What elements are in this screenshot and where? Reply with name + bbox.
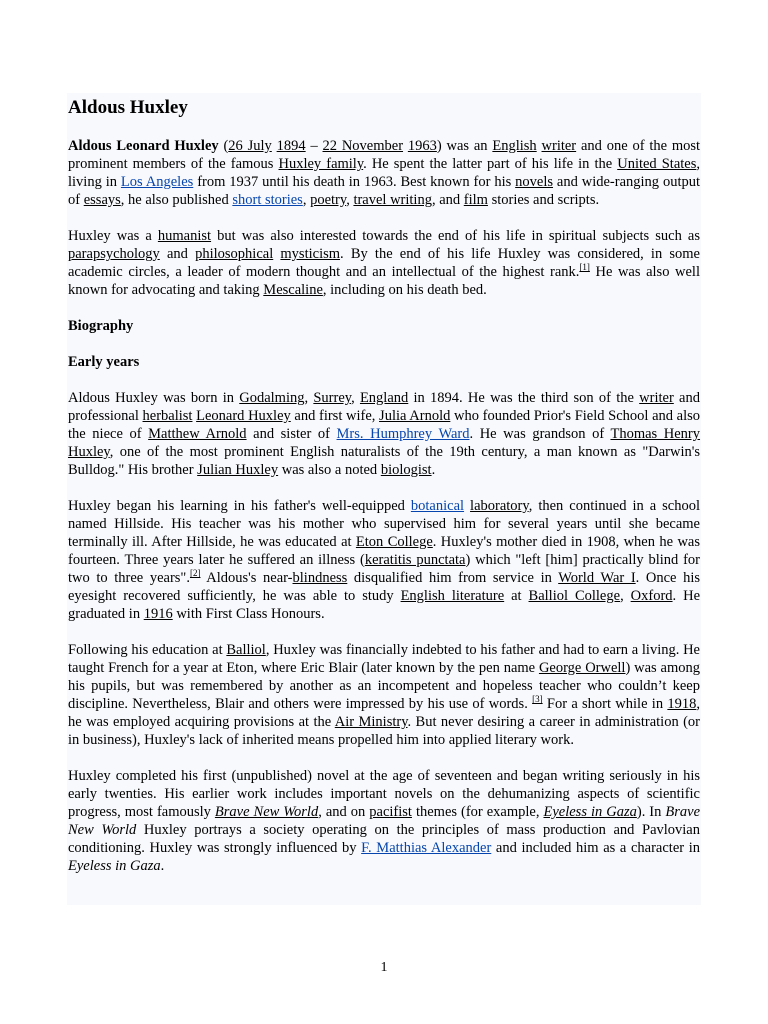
link-novels[interactable]: novels bbox=[515, 174, 554, 190]
text-run: ). In bbox=[636, 804, 666, 820]
text-run: , bbox=[304, 390, 314, 406]
link-1918[interactable]: 1918 bbox=[667, 696, 697, 712]
link-1916[interactable]: 1916 bbox=[143, 606, 173, 622]
career-paragraph bbox=[68, 641, 700, 749]
link-mysticism[interactable]: mysticism bbox=[280, 246, 341, 262]
novels-paragraph bbox=[68, 767, 700, 875]
link-parapsychology[interactable]: parapsychology bbox=[68, 246, 160, 262]
link-blindness[interactable]: blindness bbox=[292, 570, 348, 586]
link-death-date[interactable]: 22 November bbox=[322, 138, 404, 154]
text-run: , bbox=[302, 192, 311, 208]
link-essays[interactable]: essays bbox=[83, 192, 121, 208]
text-run: Huxley began his learning in his father's well-equipped bbox=[68, 498, 411, 514]
text-run: , then continued in a school named Hillside. His teacher was his mother who supervised him for several years until she became terminally ill. After Hillside, he was educated at bbox=[68, 498, 701, 550]
link-julia-arnold[interactable]: Julia Arnold bbox=[379, 408, 451, 424]
text-run: disqualified him from service in bbox=[347, 570, 559, 586]
link-pacifist[interactable]: pacifist bbox=[369, 804, 412, 820]
link-film[interactable]: film bbox=[463, 192, 488, 208]
text-run: , one of the most prominent English naturalists of the 19th century, a man known as "Darwin's Bulldog." His brother bbox=[68, 444, 700, 478]
text-run: For a short while in bbox=[542, 696, 668, 712]
link-botanical[interactable]: botanical bbox=[410, 498, 465, 514]
text-run: . But never desiring a career in administration (or in business), Huxley's lack of inherited means propelled him into applied literary work. bbox=[68, 714, 701, 748]
text-run: themes (for example, bbox=[411, 804, 544, 820]
birth-paragraph bbox=[68, 389, 700, 479]
text-run: Huxley portrays a society operating on the principles of mass production and Pavlovian conditioning. Huxley was strongly influenced by bbox=[68, 822, 700, 856]
text-run: . Huxley's mother died in 1908, when he was fourteen. Three years later he suffered an illness ( bbox=[68, 534, 700, 568]
link-brave-new-world[interactable]: Brave New World bbox=[214, 804, 319, 820]
link-air-ministry[interactable]: Air Ministry bbox=[334, 714, 408, 730]
link-world-war-i[interactable]: World War I bbox=[558, 570, 636, 586]
link-matthew-arnold[interactable]: Matthew Arnold bbox=[148, 426, 247, 442]
text-run: , and bbox=[431, 192, 464, 208]
page-number: 1 bbox=[380, 960, 388, 975]
link-balliol-college[interactable]: Balliol College bbox=[528, 588, 621, 604]
text-run: . He spent the latter part of his life in the bbox=[363, 156, 618, 172]
text-run: , including on his death bed. bbox=[322, 282, 487, 298]
text-run: stories and scripts. bbox=[487, 192, 600, 208]
link-eton-college[interactable]: Eton College bbox=[355, 534, 433, 550]
link-biologist[interactable]: biologist bbox=[380, 462, 432, 478]
text-run: , he was employed acquiring provisions at the bbox=[68, 696, 700, 730]
text-run: . bbox=[160, 858, 165, 874]
section-heading-early-years: Early years bbox=[68, 354, 140, 370]
link-herbalist[interactable]: herbalist bbox=[142, 408, 193, 424]
link-short-stories[interactable]: short stories bbox=[232, 192, 303, 208]
text-run: in 1894. He was the third son of the bbox=[408, 390, 640, 406]
footnote-ref-3[interactable]: [3] bbox=[532, 694, 543, 705]
text-run: but was also interested towards the end of his life in spiritual subjects such as bbox=[211, 228, 700, 244]
link-philosophical[interactable]: philosophical bbox=[195, 246, 274, 262]
humanist-paragraph bbox=[68, 227, 700, 299]
link-united-states[interactable]: United States bbox=[617, 156, 697, 172]
link-julian-huxley[interactable]: Julian Huxley bbox=[197, 462, 279, 478]
link-laboratory[interactable]: laboratory bbox=[470, 498, 529, 514]
text-run: . Once his eyesight recovered sufficiently, he was able to study bbox=[68, 570, 701, 604]
text-run: and bbox=[159, 246, 196, 262]
text-run: ) was an bbox=[436, 138, 493, 154]
text-run: and wide-ranging output of bbox=[68, 174, 701, 208]
text-run: , and on bbox=[318, 804, 370, 820]
link-surrey[interactable]: Surrey bbox=[313, 390, 352, 406]
text-run: was also a noted bbox=[278, 462, 381, 478]
section-heading-biography: Biography bbox=[68, 318, 134, 334]
link-george-orwell[interactable]: George Orwell bbox=[538, 660, 626, 676]
text-run: at bbox=[504, 588, 529, 604]
text-run: , bbox=[351, 390, 360, 406]
subject-full-name: Aldous Leonard Huxley bbox=[68, 138, 219, 154]
text-run: . He graduated in bbox=[68, 588, 701, 622]
text-run: Following his education at bbox=[68, 642, 227, 658]
footnote-ref-1[interactable]: [1] bbox=[579, 262, 590, 273]
link-english[interactable]: English bbox=[492, 138, 537, 154]
text-run: and first wife, bbox=[290, 408, 380, 424]
text-run: and included him as a character in bbox=[491, 840, 701, 856]
link-england[interactable]: England bbox=[359, 390, 409, 406]
text-run: . By the end of his life Huxley was considered, in some academic circles, a leader of modern thought and an intellectual of the highest rank. bbox=[68, 246, 700, 280]
text-run: , living in bbox=[68, 156, 700, 190]
link-death-year[interactable]: 1963 bbox=[407, 138, 437, 154]
text-run: who founded Prior's Field School and also the niece of bbox=[68, 408, 701, 442]
text-run: . He was grandson of bbox=[469, 426, 611, 442]
text-run: ) which "left [him] practically blind for two to three years". bbox=[68, 552, 700, 586]
link-humanist[interactable]: humanist bbox=[157, 228, 212, 244]
book-title-eyeless-in-gaza: Eyeless in Gaza bbox=[68, 858, 161, 874]
text-run: He was also well known for advocating and taking bbox=[68, 264, 700, 298]
link-birth-year[interactable]: 1894 bbox=[276, 138, 306, 154]
link-los-angeles[interactable]: Los Angeles bbox=[120, 174, 194, 190]
link-travel-writing[interactable]: travel writing bbox=[353, 192, 432, 208]
text-run: Huxley was a bbox=[68, 228, 158, 244]
link-birth-date[interactable]: 26 July bbox=[228, 138, 272, 154]
text-run: Aldous's near- bbox=[200, 570, 293, 586]
text-run: and one of the most prominent members of the famous bbox=[68, 138, 701, 172]
text-run: , bbox=[346, 192, 354, 208]
book-title-brave-new-world: Brave New World bbox=[68, 804, 701, 838]
link-english-literature[interactable]: English literature bbox=[400, 588, 505, 604]
footnote-ref-2[interactable]: [2] bbox=[189, 568, 201, 579]
link-writer-2[interactable]: writer bbox=[639, 390, 674, 406]
text-run: with First Class Honours. bbox=[172, 606, 325, 622]
text-run: and professional bbox=[68, 390, 700, 424]
text-run: Aldous Huxley was born in bbox=[68, 390, 240, 406]
link-writer[interactable]: writer bbox=[541, 138, 577, 154]
link-thomas-henry-huxley[interactable]: Thomas Henry Huxley bbox=[68, 426, 701, 460]
text-run: ) was among his pupils, but was remembered by another as an incompetent and hopeless teacher who couldn’t keep discipline. Nevertheless, Blair and others were impressed by his use of words. bbox=[68, 660, 700, 712]
article-title: Aldous Huxley bbox=[68, 97, 188, 118]
text-run: . bbox=[431, 462, 436, 478]
text-run: , he also published bbox=[120, 192, 233, 208]
link-oxford[interactable]: Oxford bbox=[630, 588, 673, 604]
intro-paragraph bbox=[68, 137, 700, 209]
link-balliol[interactable]: Balliol bbox=[226, 642, 266, 658]
text-run: – bbox=[305, 138, 323, 154]
text-run: , bbox=[620, 588, 631, 604]
text-run: , Huxley was financially indebted to his father and had to earn a living. He taught French for a year at Eton, where Eric Blair (later known by the pen name bbox=[68, 642, 700, 676]
text-run: ( bbox=[218, 138, 229, 154]
text-run: from 1937 until his death in 1963. Best known for his bbox=[193, 174, 516, 190]
link-godalming[interactable]: Godalming bbox=[239, 390, 305, 406]
text-run: and sister of bbox=[246, 426, 337, 442]
link-eyeless-in-gaza[interactable]: Eyeless in Gaza bbox=[543, 804, 637, 820]
text-run: Huxley completed his first (unpublished) novel at the age of seventeen and began writing seriously in his early twenties. His earlier work includes important novels on the dehumanizing aspects of scientific progress, most famously bbox=[68, 768, 700, 820]
link-f-matthias-alexander[interactable]: F. Matthias Alexander bbox=[361, 840, 492, 856]
link-keratitis-punctata[interactable]: keratitis punctata bbox=[364, 552, 466, 568]
article-body bbox=[67, 93, 701, 905]
link-mrs-humphrey-ward[interactable]: Mrs. Humphrey Ward bbox=[336, 426, 470, 442]
link-mescaline[interactable]: Mescaline bbox=[263, 282, 323, 298]
link-poetry[interactable]: poetry bbox=[310, 192, 347, 208]
education-paragraph bbox=[68, 497, 700, 623]
link-leonard-huxley[interactable]: Leonard Huxley bbox=[196, 408, 291, 424]
link-huxley-family[interactable]: Huxley family bbox=[278, 156, 364, 172]
